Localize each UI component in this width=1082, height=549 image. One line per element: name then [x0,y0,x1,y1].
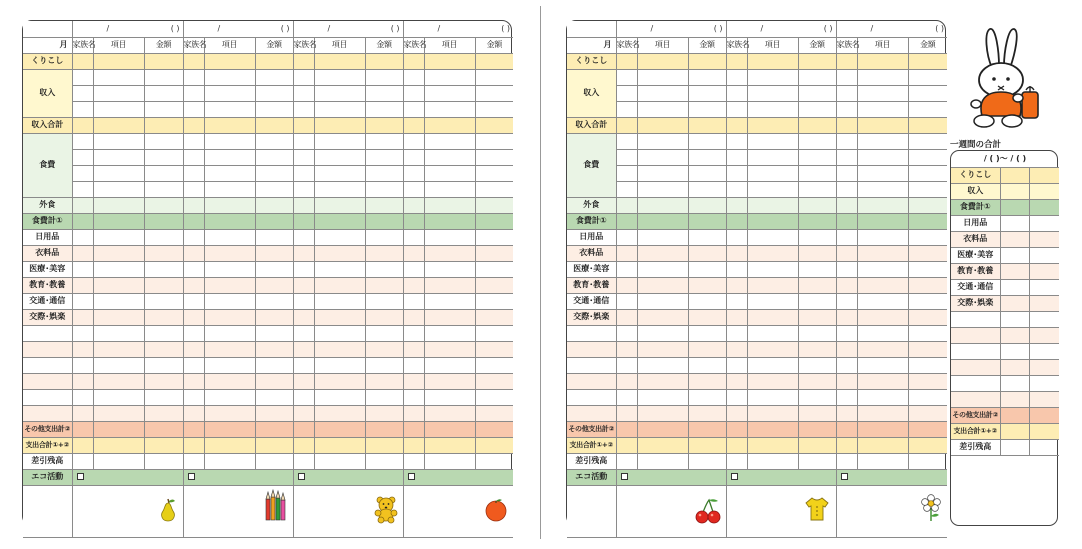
income-total-row[interactable]: 収入合計 [567,117,947,133]
date-cell[interactable]: / ( ) [836,21,947,37]
orange-icon [484,498,508,522]
food-row[interactable] [567,165,947,181]
right-ledger-sheet [566,20,946,526]
weekly-summary-box [950,150,1058,526]
medical-beauty-row[interactable]: 医療･美容 [23,261,513,277]
eating-out-row[interactable]: 外食 [567,197,947,213]
cherries-icon [694,498,722,524]
income-row[interactable] [23,85,513,101]
weekly-summary-title: 一週間の合計 [950,140,1002,150]
eco-checkbox[interactable] [188,473,195,480]
medical-beauty-row[interactable]: 医療･美容 [567,261,947,277]
weekly-blank-row[interactable] [951,375,1059,391]
blank-row[interactable] [23,405,513,421]
daily-goods-row[interactable]: 日用品 [567,229,947,245]
food-row[interactable] [23,165,513,181]
income-row[interactable]: 収入 [23,69,513,85]
date-cell[interactable]: / ( ) [403,21,513,37]
weekly-medical-row[interactable]: 医療･美容 [951,247,1059,263]
weekly-notes-row[interactable] [951,455,1059,525]
left-ledger-sheet [22,20,512,526]
left-ledger-table [23,21,513,538]
daily-goods-row[interactable]: 日用品 [23,229,513,245]
food-total-row[interactable]: 食費計① [567,213,947,229]
date-cell[interactable]: / ( ) [726,21,836,37]
income-row[interactable] [567,85,947,101]
month-label: 月 [23,37,72,53]
expense-total-row[interactable]: 支出合計①+② [23,437,513,453]
notes-row[interactable] [567,485,947,537]
column-header-row: 月 家族名 項目 金額 家族名 項目 金額 家族名 項目 金額 家族名 項目 金額 [23,37,513,53]
social-row[interactable]: 交際･娯楽 [23,309,513,325]
weekly-kurikoshi-row[interactable]: くりこし [951,167,1059,183]
eco-row: エコ活動 [567,469,947,485]
shirt-icon [804,496,830,522]
social-row[interactable]: 交際･娯楽 [567,309,947,325]
month-label: 月 [567,37,616,53]
food-total-row[interactable]: 食費計① [23,213,513,229]
date-cell[interactable]: / ( ) [183,21,293,37]
blank-row[interactable] [23,389,513,405]
eco-row: エコ活動 [23,469,513,485]
blank-row[interactable] [23,357,513,373]
kurikoshi-row[interactable]: くりこし [567,53,947,69]
weekly-food-total-row[interactable]: 食費計① [951,199,1059,215]
other-total-row[interactable]: その他支出計② [567,421,947,437]
weekly-income-row[interactable]: 収入 [951,183,1059,199]
food-row[interactable] [567,149,947,165]
food-row[interactable]: 食費 [567,133,947,149]
date-cell[interactable]: / ( ) [72,21,183,37]
date-row [567,21,947,37]
expense-total-row[interactable]: 支出合計①+② [567,437,947,453]
clothing-row[interactable]: 衣料品 [23,245,513,261]
blank-row[interactable] [567,405,947,421]
education-row[interactable]: 教育･教養 [567,277,947,293]
weekly-range-row[interactable]: / ( )～ / ( ) [951,151,1059,167]
transport-row[interactable]: 交通･通信 [23,293,513,309]
weekly-balance-row[interactable]: 差引残高 [951,439,1059,455]
income-row[interactable] [567,101,947,117]
pear-icon [157,496,179,522]
right-ledger-table [567,21,947,538]
eco-checkbox[interactable] [621,473,628,480]
blank-row[interactable] [567,341,947,357]
blank-row[interactable] [23,373,513,389]
weekly-blank-row[interactable] [951,311,1059,327]
food-row[interactable] [23,181,513,197]
bunny-illustration [968,24,1044,132]
weekly-clothing-row[interactable]: 衣料品 [951,231,1059,247]
date-cell[interactable]: / ( ) [293,21,403,37]
balance-row[interactable]: 差引残高 [567,453,947,469]
education-row[interactable]: 教育･教養 [23,277,513,293]
eco-checkbox[interactable] [77,473,84,480]
transport-row[interactable]: 交通･通信 [567,293,947,309]
income-total-row[interactable]: 収入合計 [23,117,513,133]
balance-row[interactable]: 差引残高 [23,453,513,469]
blank-row[interactable] [567,357,947,373]
food-row[interactable]: 食費 [23,133,513,149]
weekly-expense-total-row[interactable]: 支出合計①+② [951,423,1059,439]
blank-row[interactable] [23,325,513,341]
blank-row[interactable] [23,341,513,357]
date-row [23,21,513,37]
blank-row[interactable] [567,389,947,405]
income-row[interactable] [23,101,513,117]
weekly-daily-goods-row[interactable]: 日用品 [951,215,1059,231]
flower-icon [920,494,942,522]
eating-out-row[interactable]: 外食 [23,197,513,213]
food-row[interactable] [23,149,513,165]
weekly-blank-row[interactable] [951,359,1059,375]
eco-checkbox[interactable] [841,473,848,480]
eco-checkbox[interactable] [731,473,738,480]
eco-checkbox[interactable] [408,473,415,480]
kurikoshi-row[interactable]: くりこし [23,53,513,69]
column-header-row: 月 家族名 項目 金額 家族名 項目 金額 家族名 項目 金額 [567,37,947,53]
teddy-bear-icon [373,496,399,522]
weekly-blank-row[interactable] [951,391,1059,407]
weekly-other-total-row[interactable]: その他支出計② [951,407,1059,423]
eco-checkbox[interactable] [298,473,305,480]
weekly-education-row[interactable]: 教育･教養 [951,263,1059,279]
income-row[interactable]: 収入 [567,69,947,85]
weekly-blank-row[interactable] [951,327,1059,343]
other-total-row[interactable]: その他支出計② [23,421,513,437]
weekly-transport-row[interactable]: 交通･通信 [951,279,1059,295]
blank-row[interactable] [567,325,947,341]
colored-pencils-icon [264,490,288,522]
weekly-blank-row[interactable] [951,343,1059,359]
blank-row[interactable] [567,373,947,389]
weekly-summary-table [951,151,1059,525]
food-row[interactable] [567,181,947,197]
page-divider [540,6,541,539]
clothing-row[interactable]: 衣料品 [567,245,947,261]
weekly-social-row[interactable]: 交際･娯楽 [951,295,1059,311]
date-cell[interactable]: / ( ) [616,21,726,37]
